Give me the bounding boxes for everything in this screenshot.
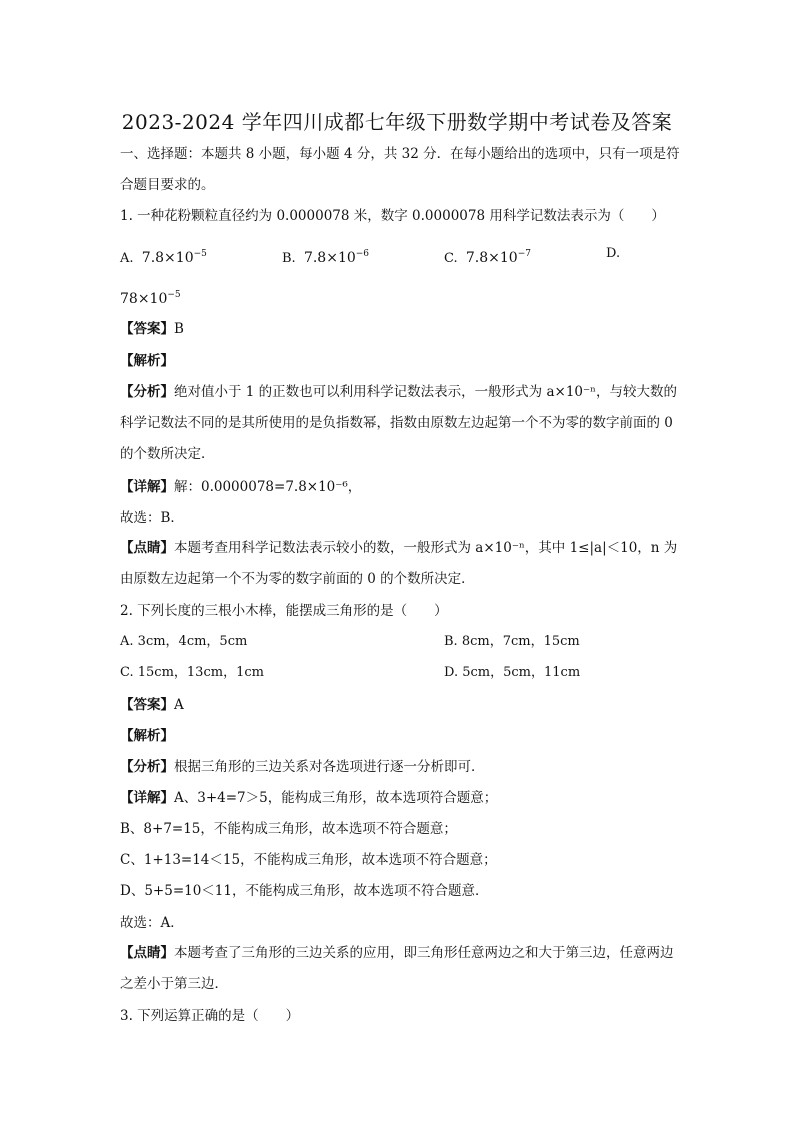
page-title: 2023-2024 学年四川成都七年级下册数学期中考试卷及答案: [121, 110, 673, 134]
q2-option-b: B. 8cm，7cm，15cm: [444, 634, 580, 649]
question-3-stem: 3. 下列运算正确的是（ ）: [120, 1008, 300, 1024]
q1-option-a: A. $7.8\times 10^{-5}$: [120, 249, 207, 266]
q2-answer: 【答案】A: [120, 697, 184, 713]
q2-choice: 故选：A．: [120, 915, 184, 931]
section-heading: 一、选择题：本题共 8 小题，每小题 4 分，共 32 分．在每小题给出的选项中，只有一项是符合题目要求的。: [120, 146, 680, 193]
q2-option-c: C. 15cm，13cm，1cm: [120, 665, 264, 680]
q1-dianjing: 【点睛】本题考查用科学记数法表示较小的数，一般形式为 a×10⁻ⁿ，其中 1≤|a|＜10，n 为由原数左边起第一个不为零的数字前面的 0 的个数所决定．: [120, 540, 678, 587]
q1-option-b: B. $7.8\times 10^{-6}$: [282, 249, 370, 266]
q1-fenxi: 【分析】绝对值小于 1 的正数也可以利用科学记数法表示，一般形式为 a×10⁻ⁿ，与较大数的科学记数法不同的是其所使用的是负指数幂，指数由原数左边起第一个不为零的数字前面的 0 的个数所决定．: [120, 384, 677, 462]
q1-answer: 【答案】B: [120, 321, 184, 337]
q2-fenxi: 【分析】根据三角形的三边关系对各选项进行逐一分析即可．: [120, 759, 485, 775]
question-1-stem: 1. 一种花粉颗粒直径约为 0.0000078 米，数字 0.0000078 用科学记数法表示为（ ）: [120, 208, 665, 224]
q2-line-b: B、8+7=15，不能构成三角形，故本选项不符合题意；: [120, 821, 457, 837]
q1-option-c: C. $7.8\times 10^{-7}$: [444, 249, 531, 266]
q2-option-a: A. 3cm，4cm，5cm: [120, 634, 248, 649]
question-2-stem: 2. 下列长度的三根小木棒，能摆成三角形的是（ ）: [120, 603, 448, 619]
q1-option-d: $78\times 10^{-5}$: [120, 290, 181, 307]
q2-line-c: C、1+13=14＜15，不能构成三角形，故本选项不符合题意；: [120, 852, 497, 868]
q2-option-d: D. 5cm，5cm，11cm: [444, 665, 581, 680]
q1-xiangjie: 【详解】解：0.0000078=7.8×10⁻⁶，: [120, 479, 362, 495]
q2-dianjing: 【点睛】本题考查了三角形的三边关系的应用，即三角形任意两边之和大于第三边，任意两边之差小于第三边．: [120, 945, 674, 992]
q1-option-d-label: D.: [606, 246, 621, 261]
q1-choice: 故选：B．: [120, 510, 184, 526]
q1-analysis-heading: 【解析】: [120, 353, 174, 369]
q2-line-d: D、5+5=10＜11，不能构成三角形，故本选项不符合题意．: [120, 883, 489, 899]
q2-xiangjie-a: 【详解】A、3+4=7＞5，能构成三角形，故本选项符合题意；: [120, 790, 498, 806]
q2-analysis-heading: 【解析】: [120, 728, 174, 744]
